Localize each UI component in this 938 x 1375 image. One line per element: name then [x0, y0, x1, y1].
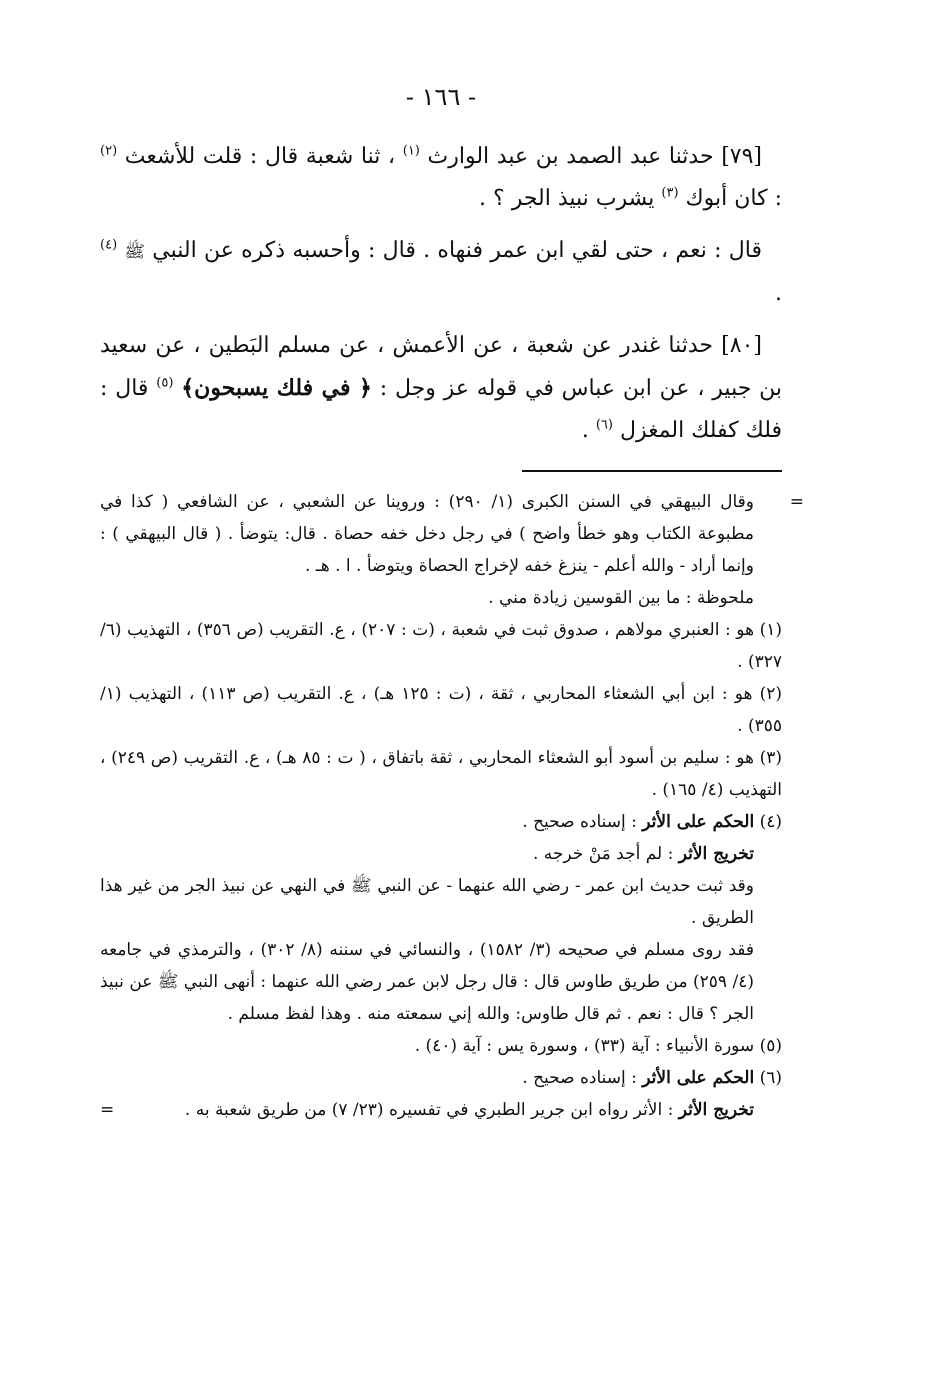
footnote-4-text [100, 870, 782, 934]
footnote-ref[interactable]: (٤) [100, 237, 118, 253]
footnotes [100, 486, 804, 1126]
paragraph-80 [100, 325, 782, 452]
salutation-glyph: ﷺ [124, 242, 145, 262]
paragraph-text: قال : فلك كفلك المغزل [100, 376, 782, 443]
ruling-label: الحكم على الأثر [642, 1068, 755, 1088]
footnote-ref[interactable]: (٣) [661, 185, 679, 201]
paragraph-text: . [775, 281, 782, 306]
footnote-text: ملحوظة : ما بين القوسين زيادة مني . [488, 588, 754, 608]
footnote-text: فقد روى مسلم في صحيحه (٣/ ١٥٨٢) ، والنسائي في سننه (٨/ ٣٠٢) ، والترمذي في جامعه (٤/ ٢٥٩) من طريق طاوس قال : قال رجل لابن عمر رضي الله عنهما : أنهى النبي ﷺ عن نبيذ الجر ؟ قال : نعم . ثم قال طاوس: والله إني سمعته منه . وهذا لفظ مسلم . [100, 940, 754, 1024]
takhrij-label: تخريج الأثر [678, 844, 754, 864]
footnote-text: وقد ثبت حديث ابن عمر - رضي الله عنهما - عن النبي ﷺ في النهي عن نبيذ الجر من غير هذا الطريق . [100, 876, 754, 928]
footnote-text: وقال البيهقي في السنن الكبرى (١/ ٢٩٠) : وروينا عن الشعبي ، عن الشافعي ( كذا في مطبوعة الكتاب وهو خطأ واضح ) في رجل دخل خفه حصاة . قال: يتوضأ . ( قال البيهقي ) : وإنما أراد - والله أعلم - ينزغ خفه لإخراج الحصاة ويتوضأ . ا . هـ . [100, 492, 754, 576]
takhrij-label: تخريج الأثر [678, 1100, 754, 1120]
footnote-1 [100, 614, 782, 678]
footnote-number: (٤) [759, 812, 782, 832]
document-page [100, 80, 804, 1126]
footnote-separator [522, 470, 782, 472]
paragraph-79 [100, 136, 782, 220]
footnote-text: (١) هو : العنبري مولاهم ، صدوق ثبت في شعبة ، (ت : ٢٠٧) ، ع. التقريب (ص ٣٥٦) ، التهذيب (٦/ ٣٢٧) . [100, 620, 783, 672]
ruling-label: الحكم على الأثر [642, 812, 755, 832]
footnote-text: (٢) هو : ابن أبي الشعثاء المحاربي ، ثقة ، (ت : ١٢٥ هـ) ، ع. التقريب (ص ١١٣) ، التهذيب (١/ ٣٥٥) . [100, 684, 782, 736]
paragraph-text: : كان أبوك [685, 186, 782, 211]
footnote-4-text [100, 934, 782, 1030]
paragraph-text: . [581, 418, 589, 443]
footnote-text: (٥) سورة الأنبياء : آية (٣٣) ، وسورة يس : آية (٤٠) . [414, 1036, 782, 1056]
footnote-number: (٦) [759, 1068, 782, 1088]
quran-verse: ﴿ في فلك يسبحون﴾ [181, 375, 372, 401]
paragraph-text: ، ثنا شعبة قال : قلت للأشعث [124, 144, 396, 169]
continuation-mark: = [789, 492, 804, 512]
footnote-4 [100, 806, 782, 838]
paragraph-79-continued [100, 230, 782, 315]
footnote-2 [100, 678, 782, 742]
footnote-text: : لم أجد مَنْ خرجه . [532, 844, 674, 864]
footnote-text: : إسناده صحيح . [522, 812, 637, 832]
footnote-text: (٣) هو : سليم بن أسود أبو الشعثاء المحاربي ، ثقة باتفاق ، ( ت : ٨٥ هـ) ، ع. التقريب (ص ٢٤٩) ، التهذيب (٤/ ١٦٥) . [100, 748, 783, 800]
paragraph-text: قال : نعم ، حتى لقي ابن عمر فنهاه . قال : وأحسبه ذكره عن النبي [152, 238, 762, 263]
footnote-ref[interactable]: (٦) [595, 417, 613, 433]
footnote-continuation [100, 486, 804, 582]
footnote-6 [100, 1062, 782, 1094]
paragraph-text: حدثنا غندر عن شعبة ، عن الأعمش ، عن مسلم البَطين ، عن سعيد بن جبير ، عن ابن عباس في قوله عز وجل : [100, 333, 783, 401]
footnote-6-takhrij [100, 1094, 782, 1126]
footnote-remark [100, 582, 782, 614]
paragraph-text: يشرب نبيذ الجر ؟ . [479, 186, 655, 211]
footnote-3 [100, 742, 782, 806]
footnote-text: : إسناده صحيح . [522, 1068, 637, 1088]
page-number: - ١٦٦ - [405, 83, 477, 111]
footnote-text: : الأثر رواه ابن جرير الطبري في تفسيره (٢٣/ ٧) من طريق شعبة به . [184, 1100, 674, 1120]
narration-number: [٨٠] [721, 333, 762, 358]
narration-number: [٧٩] [721, 144, 763, 169]
continuation-end-mark: = [100, 1100, 115, 1120]
footnote-ref[interactable]: (٢) [100, 143, 118, 159]
footnote-5 [100, 1030, 782, 1062]
footnote-ref[interactable]: (٥) [156, 375, 174, 391]
footnote-4-takhrij [100, 838, 782, 870]
paragraph-text: حدثنا عبد الصمد بن عبد الوارث [427, 144, 714, 169]
footnote-ref[interactable]: (١) [402, 143, 420, 159]
